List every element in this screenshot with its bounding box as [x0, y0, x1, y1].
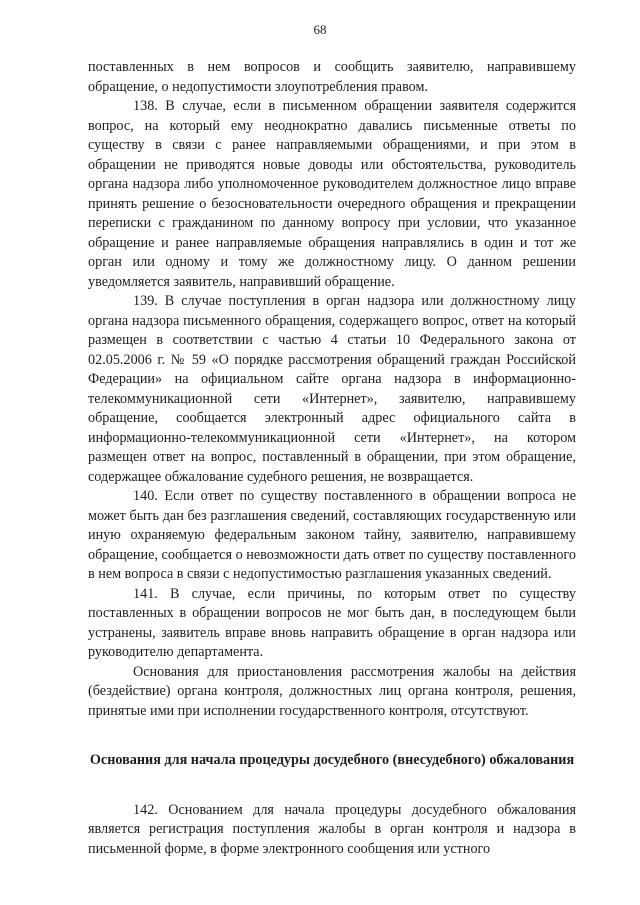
section-heading: Основания для начала процедуры досудебного (внесудебного) обжалования [89, 752, 575, 768]
paragraph-140: 140. Если ответ по существу поставленного в обращении вопроса не может быть дан без разглашения сведений, составляющих государственную или иную охраняемую федеральным законом тайну, заявителю, направившему обращение, сообщается о невозможности дать ответ по существу поставленного в нем вопроса в связи с недопустимостью разглашения указанных сведений. [88, 488, 576, 582]
document-body [88, 58, 576, 859]
paragraph-suspension-grounds: Основания для приостановления рассмотрения жалобы на действия (бездействие) органа контроля, должностных лиц органа контроля, решения, принятые ими при исполнении государственного контроля, отсутствуют. [88, 663, 576, 719]
paragraph-continuation: поставленных в нем вопросов и сообщить заявителю, направившему обращение, о недопустимости злоупотребления правом. [88, 59, 576, 95]
paragraph-139: 139. В случае поступления в орган надзора или должностному лицу органа надзора письменного обращения, содержащего вопрос, ответ на который размещен в соответствии с частью 4 статьи 10 Федерального закона от 02.05.2006 г. № 59 «О порядке рассмотрения обращений граждан Российской Федерации» на официальном сайте органа надзора в информационно-телекоммуникационной сети «Интернет», заявителю, направившему обращение, сообщается электронный адрес официального сайта в информационно-телекоммуникационной сети «Интернет», на котором размещен ответ на вопрос, поставленный в обращении, при этом обращение, содержащее обжалование судебного решения, не возвращается. [88, 293, 576, 485]
page-number: 68 [313, 22, 327, 37]
paragraph-141: 141. В случае, если причины, по которым ответ по существу поставленных в обращении вопросов не мог быть дан, в последующем были устранены, заявитель вправе вновь направить обращение в орган надзора или руководителю департамента. [88, 585, 576, 660]
paragraph-142: 142. Основанием для начала процедуры досудебного обжалования является регистрация поступления жалобы в орган контроля и надзора в письменной форме, в форме электронного сообщения или устного [88, 801, 576, 857]
paragraph-138: 138. В случае, если в письменном обращении заявителя содержится вопрос, на который ему неоднократно давались письменные ответы по существу в связи с ранее направляемыми обращениями, и при этом в обращении не приводятся новые доводы или обстоятельства, руководитель органа надзора либо уполномоченное руководителем должностное лицо вправе принять решение о безосновательности очередного обращения и прекращении переписки с гражданином по данному вопросу при условии, что указанное обращение и ранее направляемые обращения направлялись в один и тот же орган или одному и тому же должностному лицу. О данном решении уведомляется заявитель, направивший обращение. [88, 98, 576, 290]
